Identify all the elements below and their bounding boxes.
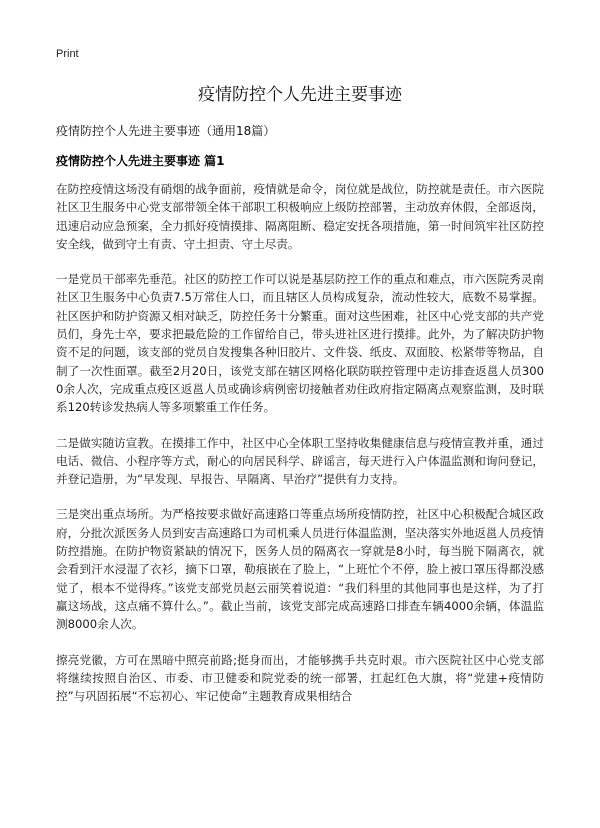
document-title: 疫情防控个人先进主要事迹 <box>198 85 402 105</box>
print-link[interactable]: Print <box>56 48 79 60</box>
section-title: 疫情防控个人先进主要事迹 篇1 <box>56 154 225 168</box>
paragraph: 在防控疫情这场没有硝烟的战争面前，疫情就是命令，岗位就是战位，防控就是责任。市六医院社区卫生服务中心党支部带领全体干部职工积极响应上级防控部署，主动放弃休假，全部返岗，迅速启动应急预案，全力抓好疫情摸排、隔离阻断、稳定安抚各项措施，第一时间筑牢社区防控安全线，做到守土有责、守土担责、守土尽责。 <box>56 182 544 251</box>
paragraph: 一是党员干部率先垂范。社区的防控工作可以说是基层防控工作的重点和难点，市六医院秀灵南社区卫生服务中心负责7.5万常住人口，而且辖区人员构成复杂，流动性较大，底数不易掌握。社区医护和防护资源又相对缺乏，防控任务十分繁重。面对这些困难，社区中心党支部的共产党员们，身先士卒，要求把最危险的工作留给自己，带头进社区进行摸排。此外，为了解决防护物资不足的问题，该支部的党员自发搜集各种旧胶片、文件袋、纸皮、双面胶、松紧带等物品，自制了一次性面罩。截至2月20日，该党支部在辖区网格化联防联控管理中走访排查返邕人员3000余人次，完成重点疫区返邕人员或确诊病例密切接触者劝住政府指定隔离点观察监测，及时联系120转诊发热病人等多项繁重工作任务。 <box>56 272 544 415</box>
paragraph: 擦亮党徽，方可在黑暗中照亮前路;挺身而出，才能够携手共克时艰。市六医院社区中心党支部将继续按照自治区、市委、市卫健委和院党委的统一部署，扛起红色大旗，将“党建+疫情防控”与巩固拓展“不忘初心、牢记使命”主题教育成果相结合 <box>56 652 544 704</box>
document-body <box>56 180 544 722</box>
document-subtitle: 疫情防控个人先进主要事迹（通用18篇） <box>56 124 276 138</box>
paragraph: 二是做实随访宣教。在摸排工作中，社区中心全体职工坚持收集健康信息与疫情宣教并重，通过电话、微信、小程序等方式，耐心的向居民科学、辟谣言，每天进行入户体温监测和询问登记，并登记造册，为“早发现、早报告、早隔离、早治疗”提供有力支持。 <box>56 435 544 487</box>
paragraph: 三是突出重点场所。为严格按要求做好高速路口等重点场所疫情防控，社区中心积极配合城区政府，分批次派医务人员到安吉高速路口为司机乘人员进行体温监测，坚决落实外地返邕人员疫情防控措施。在防护物资紧缺的情况下，医务人员的隔离衣一穿就是8小时，每当脱下隔离衣，就会看到汗水浸湿了衣衫，摘下口罩，勒痕嵌在了脸上，“上班忙个不停，脸上被口罩压得都没感觉了，根本不觉得疼。”该党支部党员赵云丽笑着说道：“我们科里的其他同事也是这样，为了打赢这场战，这点痛不算什么。”。截止当前，该党支部完成高速路口排查车辆4000余辆，体温监测8000余人次。 <box>56 507 544 632</box>
